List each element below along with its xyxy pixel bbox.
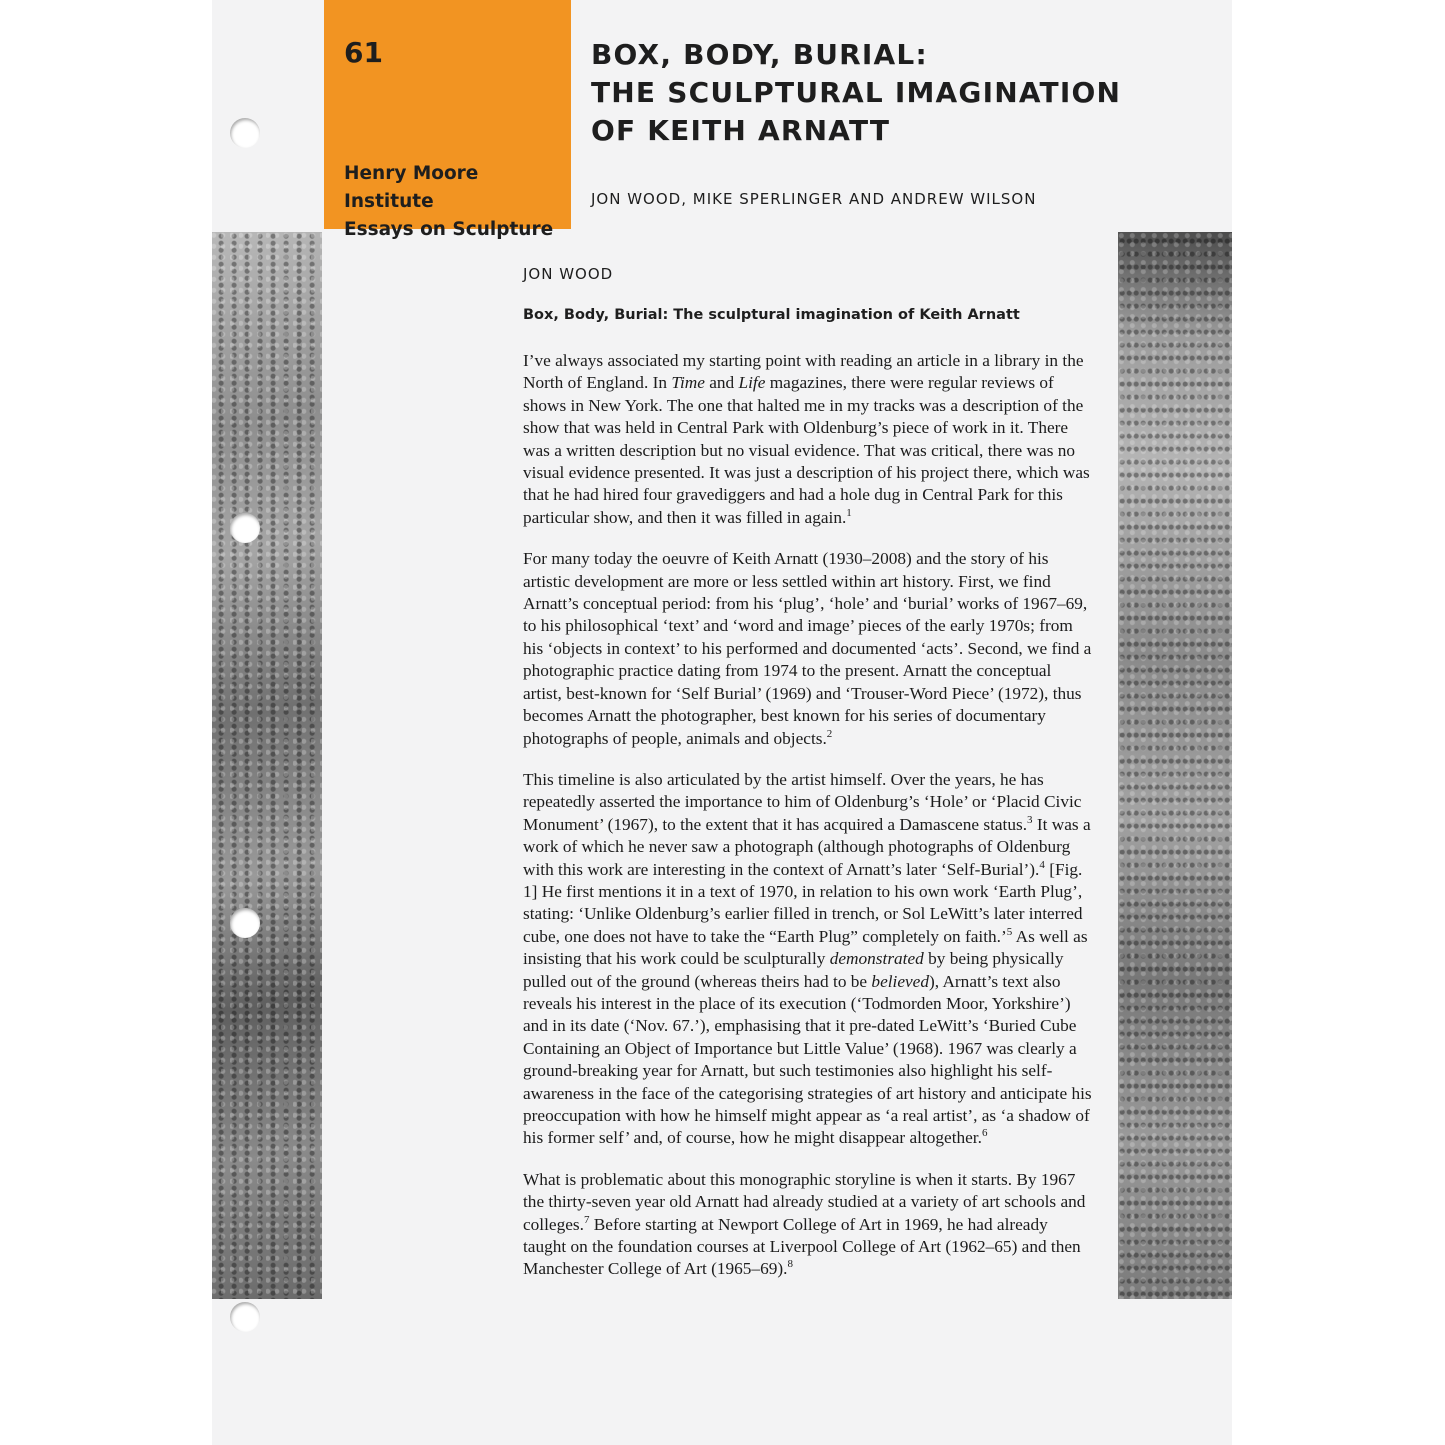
paragraph-1 <box>523 350 1093 529</box>
italic-run: Life <box>738 373 766 393</box>
paragraph-2 <box>523 548 1093 750</box>
essay-title: Box, Body, Burial: The sculptural imagination of Keith Arnatt <box>523 307 1020 323</box>
text-run: For many today the oeuvre of Keith Arnatt (1930–2008) and the story of his artistic development are more or less settled within art history. First, we find Arnatt’s conceptual period: from his ‘plug’, ‘hole’ and ‘burial’ works of 1967–69, to his philosophical ‘text’ and ‘word and image’ pieces of the early 1970s; from his ‘objects in context’ to his performed and documented ‘acts’. Second, we find a photographic practice dating from 1974 to the present. Arnatt the conceptual artist, best-known for ‘Self Burial’ (1969) and ‘Trouser-Word Piece’ (1972), thus becomes Arnatt the photographer, best known for his series of documentary photographs of people, animals and objects. <box>523 549 1092 748</box>
title-line-2: THE SCULPTURAL IMAGINATION <box>591 76 1122 109</box>
essay-byline: JON WOOD <box>523 265 614 283</box>
punch-hole <box>230 1302 260 1332</box>
footnote-ref[interactable]: 5 <box>1006 925 1013 938</box>
footnote-ref[interactable]: 4 <box>1039 858 1045 871</box>
text-run: What is problematic about this monographic storyline is when it starts. By 1967 the thirty-seven year old Arnatt had already studied at a variety of art schools and colleges. <box>523 1169 1086 1234</box>
series-line-2: Essays on Sculpture <box>344 219 554 240</box>
series-title <box>344 160 564 244</box>
text-run: As well as insisting that his work could be sculpturally <box>523 926 1088 969</box>
earth-photo-right <box>1118 232 1232 1299</box>
text-run: Before starting at Newport College of Art in 1969, he had already taught on the foundation courses at Liverpool College of Art (1962–65) and then Manchester College of Art (1965–69). <box>523 1214 1081 1279</box>
text-run: and <box>704 373 739 393</box>
footnote-ref[interactable]: 8 <box>787 1258 793 1271</box>
footnote-ref[interactable]: 6 <box>981 1127 988 1140</box>
italic-run: Time <box>671 373 705 393</box>
earth-photo-left <box>212 232 322 1299</box>
issue-number: 61 <box>344 36 383 69</box>
authors-line: JON WOOD, MIKE SPERLINGER AND ANDREW WILSON <box>591 190 1037 208</box>
text-run: by being physically pulled out of the ground (whereas theirs had to be <box>523 949 1064 991</box>
punch-hole <box>230 908 260 938</box>
footnote-ref[interactable]: 7 <box>583 1213 590 1226</box>
footnote-ref[interactable]: 1 <box>846 507 852 520</box>
title-line-1: BOX, BODY, BURIAL: <box>591 38 928 71</box>
punch-hole <box>230 513 260 543</box>
paragraph-4 <box>523 1169 1093 1281</box>
footnote-ref[interactable]: 3 <box>1027 813 1033 826</box>
paragraph-3 <box>523 769 1093 1150</box>
series-line-1: Henry Moore Institute <box>344 163 479 212</box>
italic-run: demonstrated <box>829 949 924 969</box>
punch-hole <box>230 118 260 148</box>
text-run: This timeline is also articulated by the artist himself. Over the years, he has repeatedly asserted the importance to him of Oldenburg’s ‘Hole’ or ‘Placid Civic Monument’ (1967), to the extent that it has acquired a Damascene status. <box>523 769 1082 834</box>
text-run: [Fig. 1] He first mentions it in a text of 1970, in relation to his own work ‘Earth Plug’, stating: ‘Unlike Oldenburg’s earlier filled in trench, or Sol LeWitt’s later interred cube, one does not have to take the “Earth Plug” completely on faith.’ <box>523 859 1083 946</box>
footnote-ref[interactable]: 2 <box>826 727 833 740</box>
text-run: It was a work of which he never saw a photograph (although photographs of Oldenburg with this work are interesting in the context of Arnatt’s later ‘Self-Burial’). <box>523 814 1091 879</box>
text-run: ), Arnatt’s text also reveals his interest in the place of its execution (‘Todmorden Moor, Yorkshire’) and in its date (‘Nov. 67.’), emphasising that it pre-dated LeWitt’s ‘Buried Cube Containing an Object of Importance but Little Value’ (1968). 1967 was clearly a ground-breaking year for Arnatt, but such testimonies also highlight his self-awareness in the face of the categorising strategies of art history and anticipate his preoccupation with how he himself might appear as ‘a real artist’, as ‘a shadow of his former self’ and, of course, how he might disappear altogether. <box>523 971 1092 1148</box>
page-title <box>591 36 1211 150</box>
essay-body <box>523 350 1093 1300</box>
italic-run: believed <box>871 971 929 991</box>
text-run: magazines, there were regular reviews of shows in New York. The one that halted me in my tracks was a description of the show that was held in Central Park with Oldenburg’s piece of work in it. There was a written description but no visual evidence. That was critical, there was no visual evidence presented. It was just a description of his project there, which was that he had hired four gravediggers and had a hole dug in Central Park for this particular show, and then it was filled in again. <box>523 373 1090 527</box>
text-run: I’ve always associated my starting point with reading an article in a library in the North of England. In <box>523 351 1084 393</box>
title-line-3: OF KEITH ARNATT <box>591 114 891 147</box>
